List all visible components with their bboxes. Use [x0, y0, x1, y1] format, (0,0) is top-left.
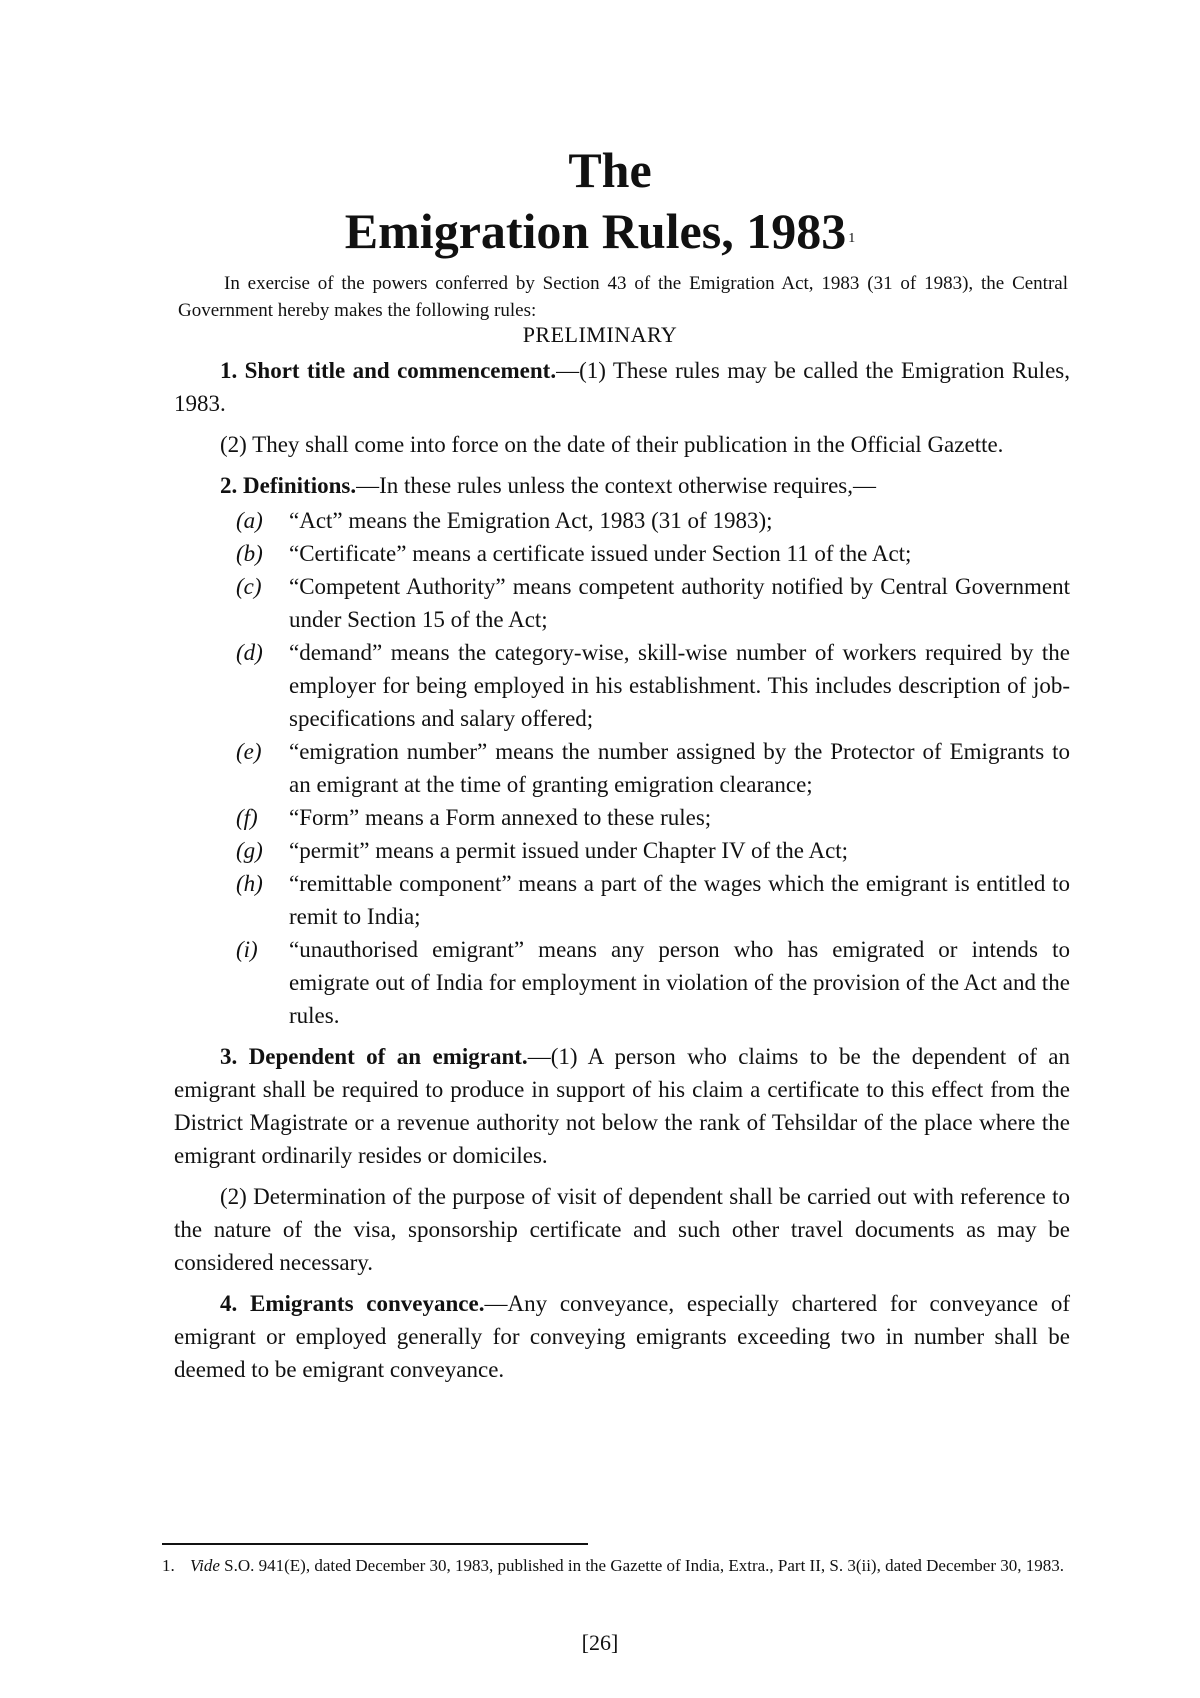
definitions-list — [174, 504, 1070, 1032]
rule-3-subrule-2: (2) Determination of the purpose of visit of dependent shall be carried out with reference to the nature of the visa, sponsorship certificate and such other travel documents as may be considered necessary. — [174, 1184, 1070, 1275]
definition-label: (f) — [236, 805, 258, 830]
title-line-2 — [0, 200, 1200, 262]
definition-item — [174, 834, 1070, 867]
page-number: [26] — [581, 1630, 619, 1655]
definition-item — [174, 504, 1070, 537]
definition-label: (c) — [236, 574, 262, 599]
definition-text: “emigration number” means the number assigned by the Protector of Emigrants to an emigrant at the time of granting emigration clearance; — [289, 739, 1070, 797]
definition-label: (g) — [236, 838, 263, 863]
definition-text: “Act” means the Emigration Act, 1983 (31 of 1983); — [289, 508, 773, 533]
footnote-number: 1. — [162, 1556, 175, 1575]
footnote — [162, 1553, 1072, 1578]
footnote-ref[interactable]: 1 — [848, 231, 856, 246]
definition-label: (h) — [236, 871, 263, 896]
definition-item — [174, 570, 1070, 636]
rule-1-title: 1. Short title and commencement. — [220, 358, 557, 383]
definition-text: “demand” means the category-wise, skill-wise number of workers required by the employer for being employed in his establishment. This includes description of job-specifications and salary offered; — [289, 640, 1070, 731]
rule-2-text: —In these rules unless the context otherwise requires,— — [356, 473, 877, 498]
rule-1-subrule-2: (2) They shall come into force on the date of their publication in the Official Gazette. — [220, 432, 1004, 457]
rule-1-text: —(1) These rules may be called the Emigration Rules, 1983. — [174, 358, 1070, 416]
rules-body — [174, 354, 1070, 1394]
title-text: Emigration Rules, 1983 — [344, 203, 847, 259]
title-line-1: The — [568, 142, 652, 198]
enacting-clause: In exercise of the powers conferred by Section 43 of the Emigration Act, 1983 (31 of 1983), the Central Government hereby makes the following rules: — [178, 273, 1068, 321]
rule-4 — [174, 1287, 1070, 1386]
document-title — [0, 140, 1200, 262]
definition-text: “unauthorised emigrant” means any person who has emigrated or intends to emigrate out of India for employment in violation of the provision of the Act and the rules. — [289, 937, 1070, 1028]
definition-label: (d) — [236, 640, 263, 665]
definition-item — [174, 735, 1070, 801]
rule-4-text: —Any conveyance, especially chartered for conveyance of emigrant or employed generally for conveying emigrants exceeding two in number shall be deemed to be emigrant conveyance. — [174, 1291, 1071, 1382]
definition-text: “Form” means a Form annexed to these rules; — [289, 805, 712, 830]
definition-item — [174, 636, 1070, 735]
definition-item — [174, 801, 1070, 834]
footnote-vide: Vide — [190, 1556, 220, 1575]
rule-3-text: —(1) A person who claims to be the dependent of an emigrant shall be required to produce in support of his claim a certificate to this effect from the District Magistrate or a revenue authority not below the rank of Tehsildar of the place where the emigrant ordinarily resides or domiciles. — [174, 1044, 1070, 1168]
rule-1 — [174, 354, 1070, 420]
definition-text: “Competent Authority” means competent authority notified by Central Government under Section 15 of the Act; — [289, 574, 1070, 632]
definition-item — [174, 933, 1070, 1032]
definition-item — [174, 537, 1070, 570]
definition-label: (i) — [236, 937, 258, 962]
definition-label: (a) — [236, 508, 263, 533]
section-heading: PRELIMINARY — [522, 322, 678, 347]
definition-label: (b) — [236, 541, 263, 566]
footnote-divider — [162, 1543, 588, 1545]
definition-text: “permit” means a permit issued under Chapter IV of the Act; — [289, 838, 849, 863]
rule-3-title: 3. Dependent of an emigrant. — [220, 1044, 528, 1069]
rule-4-title: 4. Emigrants conveyance. — [220, 1291, 485, 1316]
footnote-text: S.O. 941(E), dated December 30, 1983, published in the Gazette of India, Extra., Part II, S. 3(ii), dated December 30, 1983. — [219, 1556, 1064, 1575]
rule-2 — [174, 469, 1070, 502]
definition-label: (e) — [236, 739, 262, 764]
rule-3 — [174, 1040, 1070, 1172]
definition-item — [174, 867, 1070, 933]
rule-2-title: 2. Definitions. — [220, 473, 357, 498]
definition-text: “Certificate” means a certificate issued under Section 11 of the Act; — [289, 541, 912, 566]
definition-text: “remittable component” means a part of the wages which the emigrant is entitled to remit to India; — [289, 871, 1070, 929]
